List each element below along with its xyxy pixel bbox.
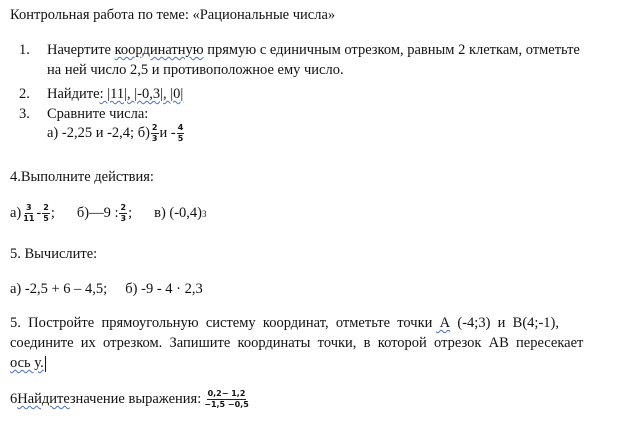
task-1-line-2: на ней число 2,5 и противоположное ему число. xyxy=(47,62,344,78)
task-3-expression: а) -2,25 и -2,4; б) $\frac{2}{3}$ и - $\frac{4}{5}$ xyxy=(47,123,184,143)
fraction: $\frac{4}{5}$ xyxy=(177,123,184,143)
list-number-1: 1. xyxy=(19,42,30,58)
list-number-3: 3. xyxy=(19,106,30,122)
task-6: 6 Найдите значение выражения: $\frac{0,2- 1,2}{-1,5 -0,5}$ xyxy=(10,389,249,409)
task-3-label: Сравните числа: xyxy=(47,106,149,122)
task-5b-line-2: соедините их отрезком. Запишите координаты точки, в которой отрезок АВ пересекает xyxy=(10,335,584,351)
task-4-heading: 4.Выполните действия: xyxy=(10,169,154,185)
fraction: $\frac{2}{3}$ xyxy=(151,123,158,143)
document-title: Контрольная работа по теме: «Рациональные числа» xyxy=(10,7,336,23)
task-4-expressions: а) $\frac{3}{11}$ - $\frac{2}{5}$ ; б)—9 : $\frac{2}{3}$ ; в) (-0,4) 3 xyxy=(10,203,207,223)
fraction: $\frac{2}{3}$ xyxy=(120,203,127,223)
fraction: $\frac{2}{5}$ xyxy=(43,203,49,223)
spellcheck-underlined-word: координатную xyxy=(114,42,204,58)
fraction: $\frac{3}{11}$ xyxy=(23,203,35,223)
task-1-line-1: Начертите координатную прямую с единичным отрезком, равным 2 клеткам, отметьте xyxy=(47,42,580,58)
list-number-2: 2. xyxy=(19,86,30,102)
task-5b-line-1: 5. Постройте прямоугольную систему координат, отметьте точки А (-4;3) и В(4;-1), xyxy=(10,315,559,331)
task-5-heading: 5. Вычислите: xyxy=(10,246,98,262)
text-cursor xyxy=(45,356,46,372)
task-5-expressions: а) -2,5 + 6 – 4,5; б) -9 - 4 · 2,3 xyxy=(10,281,203,297)
fraction: $\frac{0,2- 1,2}{-1,5 -0,5}$ xyxy=(204,389,249,409)
task-5b-line-3: ось у. xyxy=(10,355,44,371)
task-2-text: Найдите: |11|, |-0,3|, |0| xyxy=(47,86,184,102)
